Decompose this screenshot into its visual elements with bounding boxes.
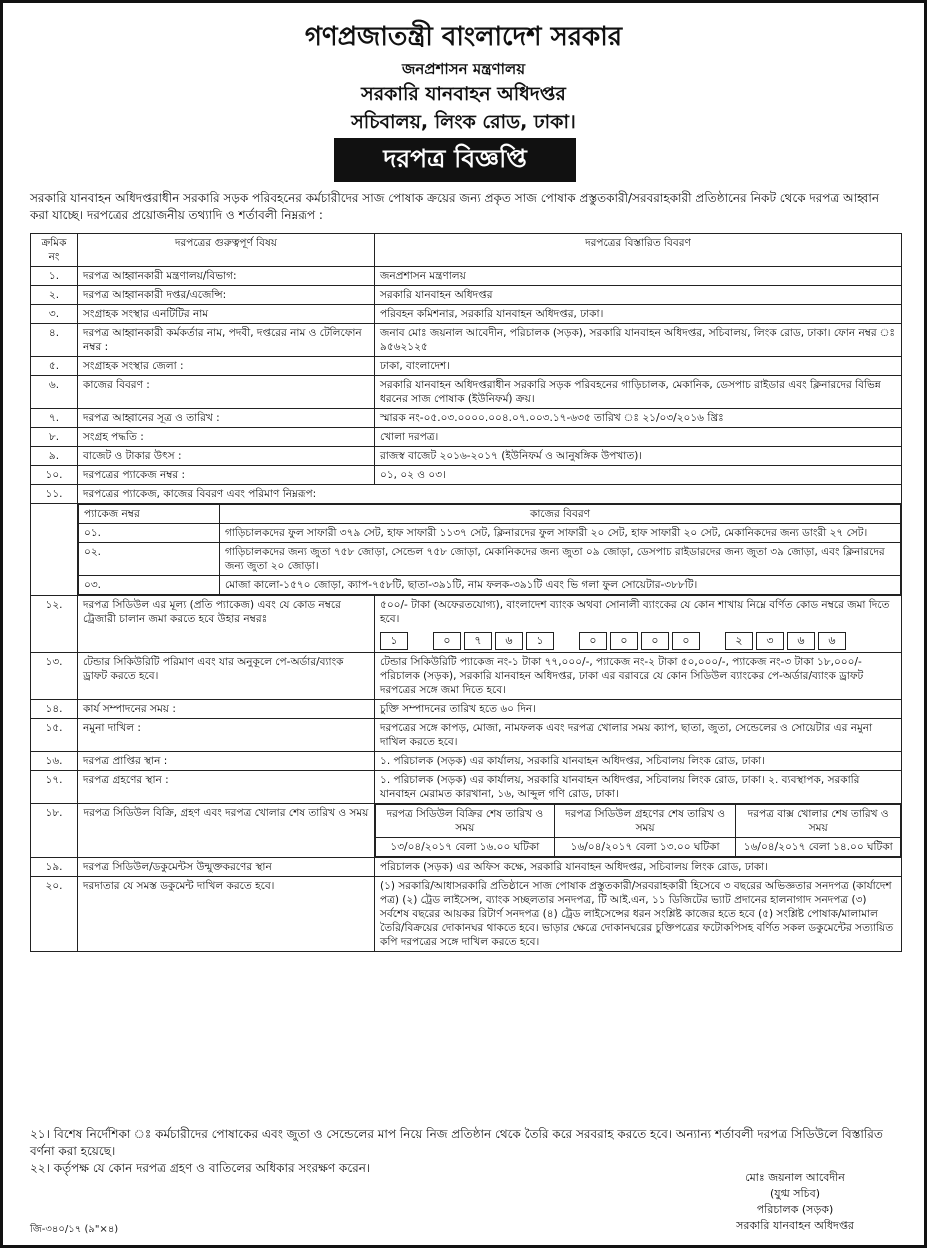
treasury-code (380, 632, 896, 650)
table-row-schedule-price: ১২. দরপত্র সিডিউল এর মূল্য (প্রতি প্যাকেজ) এবং যে কোড নম্বরে ট্রেজারী চালান জমা করতে হবে উহার নম্বরঃ ৫০০/- টাকা (অফেরতযোগ্য), বাংলাদেশ ব্যাংক অথবা সোনালী ব্যাংকের যে কোন শাখায় নিম্নে বর্ণিত কোড নম্বরে জমা দিতে হবে। ১ ০ ৭ ৬ ১ ০ ০ ০ ০ ২ ৩ ৬ ৬ (31, 596, 902, 653)
intro-paragraph: সরকারি যানবাহন অধিদপ্তরাধীন সরকারি সড়ক পরিবহনের কর্মচারীদের সাজ পোষাক ক্রয়ের জন্য প্রকৃত সাজ পোষাক প্রস্তুতকারী/সরবরাহকারী প্রতিষ্ঠানের নিকট থেকে দরপত্র আহ্বান করা যাচ্ছে। দরপত্রের প্রয়োজনীয় তথ্যাদি ও শর্তাবলী নিম্নরূপ : (30, 191, 879, 222)
code-digit: ১ (526, 632, 554, 650)
table-row (31, 409, 902, 428)
row-serial: ১০. (31, 466, 78, 485)
row-subject: দরপত্র আহ্বানকারী কর্মকর্তার নাম, পদবী, দপ্তরের নাম ও টেলিফোন নম্বর : (78, 324, 375, 357)
signatory-rank: (যুগ্ম সচিব) (769, 1187, 821, 1200)
row-serial: ৮. (31, 428, 78, 447)
deadline-value: ১৬/০৪/২০১৭ বেলা ১৪.০০ ঘটিকা (736, 838, 901, 857)
table-row (31, 428, 902, 447)
row-serial: ৯. (31, 447, 78, 466)
table-row (31, 752, 902, 771)
deadline-header: দরপত্র সিডিউল বিক্রির শেষ তারিখ ও সময় (376, 805, 555, 838)
row-details: ১. পরিচালক (সড়ক) এর কার্যালয়, সরকারি যানবাহন অধিদপ্তর, সচিবালয় লিংক রোড, ঢাকা। (375, 752, 902, 771)
table-row (31, 447, 902, 466)
table-row (31, 700, 902, 719)
row-subject: দরপত্রের প্যাকেজ, কাজের বিবরণ এবং পরিমাণ নিম্নরূপ: (78, 485, 902, 504)
row-serial: ১. (31, 267, 78, 286)
package-number: ০২. (79, 543, 220, 576)
row-details: দরপত্রের সঙ্গে কাপড়, মোজা, নামফলক এবং দরপত্র খোলার সময় ক্যাপ, ছাতা, জুতা, সেন্ডেলের ও সোয়েটার এর নমুনা দাখিল করতে হবে। (375, 719, 902, 752)
table-row (31, 771, 902, 804)
row-subject: দরপত্র আহ্বানকারী মন্ত্রণালয়/বিভাগ: (78, 267, 375, 286)
deadline-value: ১৩/০৪/২০১৭ বেলা ১৬.০০ ঘটিকা (376, 838, 555, 857)
code-digit: ১ (380, 632, 408, 650)
package-table (78, 504, 901, 595)
table-row (31, 267, 902, 286)
row-details: জনপ্রশাসন মন্ত্রণালয় (375, 267, 902, 286)
row-subject: নমুনা দাখিল : (78, 719, 375, 752)
ministry-name: জনপ্রশাসন মন্ত্রণালয় (401, 60, 526, 78)
deadline-value: ১৬/০৪/২০১৭ বেলা ১৩.০০ ঘটিকা (554, 838, 736, 857)
code-digit: ২ (725, 632, 753, 650)
package-description: গাড়িচালকদের ফুল সাফারী ৩৭৯ সেট, হাফ সাফারী ১১৩৭ সেট, ক্লিনারদের ফুল সাফারী ২০ সেট, হাফ সাফারী ২০ সেট, মেকানিকদের জন্য ডাংরী ২৭ সেট। (220, 524, 901, 543)
row-serial: ২. (31, 286, 78, 305)
row-serial: ১৭. (31, 771, 78, 804)
row-subject: দরপত্র গ্রহণের স্থান : (78, 771, 375, 804)
package-row (79, 543, 901, 576)
row-serial: ১১. (31, 485, 78, 504)
table-header-row (31, 234, 902, 267)
package-row (79, 524, 901, 543)
row-details: পরিবহন কমিশনার, সরকারি যানবাহন অধিদপ্তর, ঢাকা। (375, 305, 902, 324)
row-subject: বাজেট ও টাকার উৎস : (78, 447, 375, 466)
deadline-header: দরপত্র বাক্স খোলার শেষ তারিখ ও সময় (736, 805, 901, 838)
row-subject: দরপত্র আহ্বানের সূত্র ও তারিখ : (78, 409, 375, 428)
code-digit: ০ (610, 632, 638, 650)
note-22: ২২। কর্তৃপক্ষ যে কোন দরপত্র গ্রহণ ও বাতিলের অধিকার সংরক্ষণ করেন। (30, 1161, 371, 1175)
note-21: ২১। বিশেষ নির্দেশিকা ঃ কর্মচারীদের পোষাকের এবং জুতা ও সেন্ডেলের মাপ নিয়ে নিজ প্রতিষ্ঠান থেকে তৈরি করে সরবরাহ করতে হবে। অন্যান্য শর্তাবলী দরপত্র সিডিউলে বিস্তারিত বর্ণনা করা হয়েছে। (30, 1127, 883, 1158)
row-subject: সংগ্রহ পদ্ধতি : (78, 428, 375, 447)
row-details: ০১, ০২ ও ০৩। (375, 466, 902, 485)
package-header-desc: কাজের বিবরণ (220, 505, 901, 524)
table-row-opening-place: ১৯. দরপত্র সিডিউল/ডকুমেন্টস উন্মুক্তকরণের স্থান পরিচালক (সড়ক) এর অফিস কক্ষে, সরকারি যানবাহন অধিদপ্তর, সচিবালয় লিংক রোড, ঢাকা। (31, 858, 902, 877)
package-row (79, 576, 901, 595)
row-details: ঢাকা, বাংলাদেশ। (375, 357, 902, 376)
row-serial: ১৫. (31, 719, 78, 752)
table-row (31, 324, 902, 357)
print-reference: জি-৩৪০/১৭ (৯"×৪) (30, 1224, 119, 1235)
schedule-price-text: ৫০০/- টাকা (অফেরতযোগ্য), বাংলাদেশ ব্যাংক অথবা সোনালী ব্যাংকের যে কোন শাখায় নিম্নে বর্ণিত কোড নম্বরে জমা দিতে হবে। (380, 599, 890, 625)
row-details: খোলা দরপত্র। (375, 428, 902, 447)
code-digit: ৬ (787, 632, 815, 650)
government-title: গণপ্রজাতন্ত্রী বাংলাদেশ সরকার (304, 22, 623, 52)
signatory-name: মোঃ জয়নাল আবেদীন (745, 1171, 845, 1184)
table-row (31, 286, 902, 305)
row-details: ১. পরিচালক (সড়ক) এর কার্যালয়, সরকারি যানবাহন অধিদপ্তর, সচিবালয় লিংক রোড, ঢাকা। ২. ব্যবস্থাপক, সরকারি যানবাহন মেরামত কারখানা, ১৬, আব্দুল গণি রোড, ঢাকা। (375, 771, 902, 804)
row-subject: কাজের বিবরণ : (78, 376, 375, 409)
row-details: সরকারি যানবাহন অধিদপ্তর (375, 286, 902, 305)
code-digit: ০ (672, 632, 700, 650)
code-digit: ০ (433, 632, 461, 650)
package-number: ০৩. (79, 576, 220, 595)
header-subject: দরপত্রের গুরুত্বপূর্ণ বিষয় (78, 234, 375, 267)
table-row-tender-security: ১৩. টেন্ডার সিকিউরিটি পরিমাণ এবং যার অনুকূলে পে-অর্ডার/ব্যাংক ড্রাফট করতে হবে। টেন্ডার সিকিউরিটি প্যাকেজ নং-১ টাকা ৭৭,০০০/-, প্যাকেজ নং-২ টাকা ৫০,০০০/-, প্যাকেজ নং-৩ টাকা ১৮,০০০/- পরিচালক (সড়ক), সরকারি যানবাহন অধিদপ্তর, ঢাকা এর বরাবরে যে কোন সিডিউল ব্যাংকের পে-অর্ডার/ব্যাংক ড্রাফট দরপত্রের সঙ্গে জমা দিতে হবে। (31, 653, 902, 700)
table-row-documents: ২০. দরদাতার যে সমস্ত ডকুমেন্ট দাখিল করতে হবে। (১) সরকারি/আধাসরকারি প্রতিষ্ঠানে সাজ পোষাক প্রস্তুতকারী/সরবরাহকারী হিসেবে ৩ বছরের অভিজ্ঞতার সনদপত্র (কার্যাদেশ পত্র) (২) ট্রেড লাইসেন্স, ব্যাংক সচ্ছলতার সনদপত্র, টি আই.এন, ১১ ডিজিটের ভ্যাট প্রদানের হালনাগাদ সনদপত্র (৩) সর্বশেষ বছরের আয়কর রিটার্ণ সনদপত্র (৪) ট্রেড লাইসেন্সের ধরন সংশ্লিষ্ট কাজের হতে হবে (৫) সংশ্লিষ্ট পোষাক/মালামাল তৈরি/বিক্রয়ের দোকানঘর থাকতে হবে। ভাড়ার ক্ষেত্রে দোকানঘরের চুক্তিপত্রের ফটোকপিসহ বর্ণিত সকল ডকুমেন্টের সত্যায়িত কপি দরপত্রের সঙ্গে দাখিল করতে হবে। (31, 877, 902, 952)
row-subject: সংগ্রাহক সংস্থার জেলা : (78, 357, 375, 376)
row-details: জনাব মোঃ জয়নাল আবেদীন, পরিচালক (সড়ক), সরকারি যানবাহন অধিদপ্তর, সচিবালয়, লিংক রোড, ঢাকা। ফোন নম্বর ঃ ৯৫৬২১২৫ (375, 324, 902, 357)
code-digit: ০ (579, 632, 607, 650)
code-digit: ৬ (818, 632, 846, 650)
row-serial: ৪. (31, 324, 78, 357)
row-details: চুক্তি সম্পাদনের তারিখ হতে ৬০ দিন। (375, 700, 902, 719)
row-details: স্মারক নং-০৫.০৩.০০০০.০০৪.০৭.০০৩.১৭-৬৩৫ তারিখ ঃ ২১/০৩/২০১৬ খ্রিঃ (375, 409, 902, 428)
code-digit: ০ (641, 632, 669, 650)
tender-notice-banner: দরপত্র বিজ্ঞপ্তি (334, 138, 576, 182)
row-serial: ১৬. (31, 752, 78, 771)
row-serial: ৫. (31, 357, 78, 376)
row-subject: দরপত্রের প্যাকেজ নম্বর : (78, 466, 375, 485)
row-serial: ৩. (31, 305, 78, 324)
table-row (31, 376, 902, 409)
code-digit: ৩ (756, 632, 784, 650)
table-row (31, 719, 902, 752)
signatory-post: পরিচালক (সড়ক) (756, 1203, 834, 1216)
row-serial: ৬. (31, 376, 78, 409)
header-details: দরপত্রের বিস্তারিত বিবরণ (375, 234, 902, 267)
package-description: গাড়িচালকদের জন্য জুতা ৭৫৮ জোড়া, সেন্ডেল ৭৫৮ জোড়া, মেকানিকদের জন্য জুতা ০৯ জোড়া, ডেসপাচ রাইডারদের জন্য জুতা ৩৯ জোড়া, এবং ক্লিনারদের জন্য জুতা ২০ জোড়া। (220, 543, 901, 576)
package-header-no: প্যাকেজ নম্বর (79, 505, 220, 524)
table-row-deadlines: ১৮. দরপত্র সিডিউল বিক্রি, গ্রহণ এবং দরপত্র খোলার শেষ তারিখ ও সময় দরপত্র সিডিউল বিক্রির শেষ তারিখ ও সময় দরপত্র সিডিউল গ্রহণের শেষ তারিখ ও সময় দরপত্র বাক্স খোলার শেষ তারিখ ও সময় ১৩/০৪/২০১৭ বেলা ১৬.০০ ঘটিকা ১৬/০৪/২০১৭ বেলা ১৩.০০ ঘটিকা ১৬/০৪/২০১৭ বেলা ১৪.০০ ঘটিকা (31, 804, 902, 858)
package-number: ০১. (79, 524, 220, 543)
row-subject: সংগ্রাহক সংস্থার এনটিটির নাম (78, 305, 375, 324)
signatory-office: সরকারি যানবাহন অধিদপ্তর (736, 1219, 854, 1232)
table-row (31, 357, 902, 376)
row-serial: ১৪. (31, 700, 78, 719)
package-description: মোজা কালো-১৫৭০ জোড়া, ক্যাপ-৭৫৮টি, ছাতা-৩৯১টি, নাম ফলক-৩৯১টি এবং ভি গলা ফুল সোয়েটার-৩৮৮টি। (220, 576, 901, 595)
row-subject: কার্য সম্পাদনের সময় : (78, 700, 375, 719)
code-digit: ৬ (495, 632, 523, 650)
tender-table (30, 233, 902, 952)
department-name: সরকারি যানবাহন অধিদপ্তর (361, 83, 566, 105)
row-subject: দরপত্র প্রাপ্তির স্থান : (78, 752, 375, 771)
row-details: রাজস্ব বাজেট ২০১৬-২০১৭ (ইউনিফর্ম ও আনুষঙ্গিক উপখাত)। (375, 447, 902, 466)
table-row-package-list (31, 504, 902, 596)
row-details: সরকারি যানবাহন অধিদপ্তরাধীন সরকারি সড়ক পরিবহনের গাড়িচালক, মেকানিক, ডেসপাচ রাইডার এবং ক্লিনারদের বিভিন্ন ধরনের সাজ পোষাক (ইউনিফর্ম) ক্রয়। (375, 376, 902, 409)
code-digit: ৭ (464, 632, 492, 650)
deadline-table (375, 804, 901, 857)
row-subject: দরপত্র আহ্বানকারী দপ্তর/এজেন্সি: (78, 286, 375, 305)
row-serial: ৭. (31, 409, 78, 428)
table-row (31, 305, 902, 324)
office-address: সচিবালয়, লিংক রোড, ঢাকা। (351, 111, 576, 133)
deadline-header: দরপত্র সিডিউল গ্রহণের শেষ তারিখ ও সময় (554, 805, 736, 838)
header-serial: ক্রমিক নং (31, 234, 78, 267)
signature-block (680, 1170, 910, 1234)
table-row-packages (31, 485, 902, 504)
table-row (31, 466, 902, 485)
